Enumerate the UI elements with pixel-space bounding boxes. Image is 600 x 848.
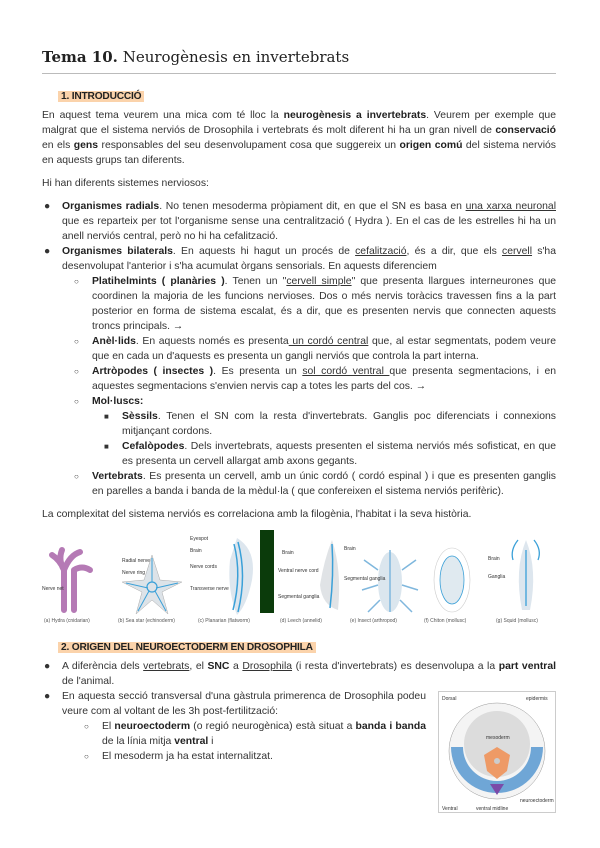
label-ventral-midline: ventral midline [476, 806, 509, 812]
complexity-paragraph [42, 507, 556, 522]
label-brain: Brain [190, 548, 202, 554]
caption-leech: (d) Leech (annelid) [280, 618, 322, 624]
text-segment: de la línia mitja [102, 736, 175, 747]
circle-bullet-icon: ○ [74, 277, 79, 286]
list-item-platihelmints [72, 274, 556, 334]
caption-insect: (e) Insect (arthropod) [350, 618, 397, 624]
rich-text [122, 441, 556, 467]
text-segment: La complexitat del sistema nerviós es correlaciona amb la filogènia, l'habitat i la seva història. [42, 509, 472, 520]
square-bullet-icon: ■ [104, 442, 109, 451]
text-segment: . Es presenta un [213, 366, 303, 377]
bold-term: ventral [174, 736, 209, 747]
label-ventral: Ventral [442, 806, 458, 812]
leech-illustration [278, 540, 339, 610]
label-eyespot: Eyespot [190, 536, 209, 542]
text-segment: El [102, 721, 115, 732]
underlined-term: cervell [502, 246, 533, 257]
list-item-ventral [42, 659, 556, 689]
list-item-anelids [72, 334, 556, 364]
text-segment: . En aquests hi hagut un procés de [172, 246, 356, 257]
list-item-gastrula [42, 689, 556, 812]
caption-chiton: (f) Chiton (mollusc) [424, 618, 467, 624]
page-content [42, 0, 557, 812]
list-item-cefalopodes [102, 439, 556, 469]
bold-term: Sèssils [122, 411, 158, 422]
bold-term: Mol·luscs: [92, 396, 144, 407]
label-brain: Brain [282, 550, 294, 556]
text-segment: . No tenen mesoderma pròpiament dit, en que el SN es basa en [159, 201, 466, 212]
underlined-term: vertebrats [143, 661, 190, 672]
underlined-term: una xarxa neuronal [465, 201, 556, 212]
rich-text [92, 471, 556, 497]
underlined-term: cervell simple [286, 276, 352, 287]
label-nerve-net: Nerve net [42, 586, 64, 592]
bold-term: conservació [495, 125, 556, 136]
circle-bullet-icon: ○ [74, 367, 79, 376]
rich-text [102, 721, 426, 747]
rich-text [102, 751, 273, 762]
bullet-icon: ● [44, 246, 51, 257]
caption-sea-star: (b) Sea star (echinoderm) [118, 618, 175, 624]
rich-text [122, 411, 556, 437]
sea-star-illustration [122, 555, 182, 614]
rich-text [62, 246, 556, 272]
underlined-term: sol cordó ventral [302, 366, 390, 377]
text-segment: En aquesta secció transversal d'una gàstrula primerenca de Drosophila podeu veure com al voltant de les 3h post-fertilització: [62, 691, 426, 717]
label-neuroectoderm: neuroectoderm [520, 798, 554, 804]
bold-term: Cefalòpodes [122, 441, 185, 452]
bullet-icon: ● [44, 201, 51, 212]
text-segment: El mesoderm ja ha estat internalitzat. [102, 751, 273, 762]
intro-paragraph [42, 108, 556, 168]
label-dorsal: Dorsal [442, 696, 457, 702]
bold-term: Artròpodes ( insectes ) [92, 366, 214, 377]
title-number: Tema 10. [42, 48, 118, 66]
rich-text [62, 661, 556, 687]
caption-planarian: (c) Planarian (flatworm) [198, 618, 250, 624]
underlined-term: Drosophila [242, 661, 293, 672]
text-segment: i [208, 736, 214, 747]
text-segment: del sistema nerviós en aquests grups tan diferents. [42, 140, 556, 166]
text-segment: " que presenta llargues interneurones que coordinen la majoria de les funcions nervioses. Dos o més nervis toràcics travessen fins a la part posterior en forma de sistema escalat, és a dir, que es presenten nervis que connecten aquests troncs principals. → [92, 276, 557, 332]
nervous-systems-figure [42, 530, 556, 625]
rich-text [92, 366, 556, 392]
planarian-illustration [190, 530, 274, 615]
text-segment: . Dels invertebrats, aquests presenten el sistema nerviós més sofisticat, en que es presenta un cervell allargat amb axons gegants. [122, 441, 556, 467]
label-transverse-nerve: Transverse nerve [190, 586, 229, 592]
label-epidermis: epidermis [526, 696, 548, 702]
circle-bullet-icon: ○ [74, 472, 79, 481]
bold-term: banda i banda [355, 721, 426, 732]
title-text: Neurogènesis en invertebrats [122, 48, 350, 66]
label-mesoderm: mesoderm [486, 735, 510, 741]
systems-intro [42, 176, 556, 191]
circle-bullet-icon: ○ [84, 752, 89, 761]
section-2-heading [58, 640, 556, 655]
caption-squid: (g) Squid (mollusc) [496, 618, 538, 624]
bold-term: gens [73, 140, 99, 151]
list-item-artropodes [72, 364, 556, 394]
label-brain: Brain [488, 556, 500, 562]
label-nerve-ring: Nerve ring [122, 570, 146, 576]
list-item-sessils [102, 409, 556, 439]
bold-term: Organismes bilaterals [62, 246, 173, 257]
text-segment: (i resta d'invertebrats) es desenvolupa a la [292, 661, 499, 672]
text-segment: Hi han diferents sistemes nerviosos: [42, 178, 209, 189]
bold-term: part ventral [498, 661, 556, 672]
bold-term: origen comú [399, 140, 463, 151]
underlined-term: cefalització [355, 246, 407, 257]
text-segment: A diferència dels [62, 661, 144, 672]
rich-text [92, 276, 556, 332]
bold-term: Organismes radials [62, 201, 160, 212]
bullet-icon: ● [44, 661, 51, 672]
label-brain: Brain [344, 546, 356, 552]
rich-text [62, 691, 426, 717]
bold-term: neurogènesis a invertebrats [283, 110, 427, 121]
systems-list [42, 199, 556, 499]
text-segment: que presenta segmentacions, i en aquestes segmentacions s'envien nervis cap a totes les parts del cos. → [92, 366, 557, 392]
label-radial-nerve: Radial nerve [122, 558, 151, 564]
hydra-illustration [42, 550, 90, 610]
circle-bullet-icon: ○ [84, 722, 89, 731]
heading-text: 2. ORIGEN DEL NEUROECTODERM EN DROSOPHILA [58, 642, 316, 653]
page-title [42, 47, 556, 67]
text-segment: . Veurem per exemple que malgrat que el sistema nerviós de Drosophila i vertebrats és molt diferent hi ha un gran nivell de [42, 110, 556, 136]
list-item-vertebrats [72, 469, 556, 499]
bold-term: neuroectoderm [114, 721, 191, 732]
text-segment: responsables del seu desenvolupament cosa que suggereix un [98, 140, 400, 151]
insect-illustration [344, 546, 418, 612]
underlined-term: un cordó central [288, 336, 369, 347]
label-ganglia: Ganglia [488, 574, 506, 580]
text-segment: , el [189, 661, 208, 672]
bold-term: Vertebrats [92, 471, 143, 482]
bold-term: Platihelmints ( planàries ) [92, 276, 225, 287]
bold-term: SNC [207, 661, 230, 672]
caption-hydra: (a) Hydra (cnidarian) [44, 618, 90, 624]
text-segment: s'ha desenvolupat l'anterior i s'ha acumulat òrgans sensorials. En aquests diferenciem [62, 246, 556, 272]
label-segmental-ganglia: Segmental ganglia [344, 576, 386, 582]
list-item-bilaterals [42, 244, 556, 499]
section-1-heading [58, 89, 556, 104]
circle-bullet-icon: ○ [74, 337, 79, 346]
rich-text [62, 201, 556, 242]
rich-text [92, 396, 143, 407]
circle-bullet-icon: ○ [74, 397, 79, 406]
list-item-neuroectoderm [82, 719, 556, 749]
text-segment: (o regió neurogènica) està situat a [190, 721, 356, 732]
square-bullet-icon: ■ [104, 412, 109, 421]
heading-text: 1. INTRODUCCIÓ [58, 91, 144, 102]
text-segment: . Es presenta un cervell, amb un únic cordó ( cordó espinal ) i que es presenten ganglis en parelles a banda i banda de la mèdul·la ( que confereixen el sistema nerviós perifèric). [92, 471, 556, 497]
text-segment: en els [42, 140, 74, 151]
text-segment: , és a dir, que els [406, 246, 502, 257]
rich-text [92, 336, 556, 362]
label-segmental-ganglia: Segmental ganglia [278, 594, 320, 600]
title-divider [42, 73, 556, 74]
list-item-molluscs [72, 394, 556, 469]
text-segment: . Tenen un " [224, 276, 287, 287]
text-segment: a [229, 661, 243, 672]
text-segment: de l'animal. [62, 676, 115, 687]
text-segment: . En aquests només es presenta [135, 336, 289, 347]
chiton-illustration [434, 548, 470, 612]
bullet-icon: ● [44, 691, 51, 702]
text-segment: En aquest tema veurem una mica com té lloc la [42, 110, 284, 121]
drosophila-list [42, 659, 556, 812]
label-nerve-cords: Nerve cords [190, 564, 217, 570]
squid-illustration [488, 540, 539, 610]
text-segment: que, al estar segmentats, podem veure que en cada un d'aquests es presenta un gangli nerviós que controla la part interna. [92, 336, 556, 362]
bold-term: Anèl·lids [92, 336, 136, 347]
list-item-radials [42, 199, 556, 244]
label-ventral-nerve-cord: Ventral nerve cord [278, 568, 319, 574]
text-segment: . Tenen el SN com la resta d'invertebrats. Ganglis poc diferenciats i connexions mitjançant cordons. [122, 411, 556, 437]
text-segment: que es reparteix per tot l'organisme sense una centralització ( Hydra ). En el cas de les estrelles hi ha un anell nerviós central, però no hi ha cefalització. [62, 216, 556, 242]
list-item-mesoderm [82, 749, 556, 764]
